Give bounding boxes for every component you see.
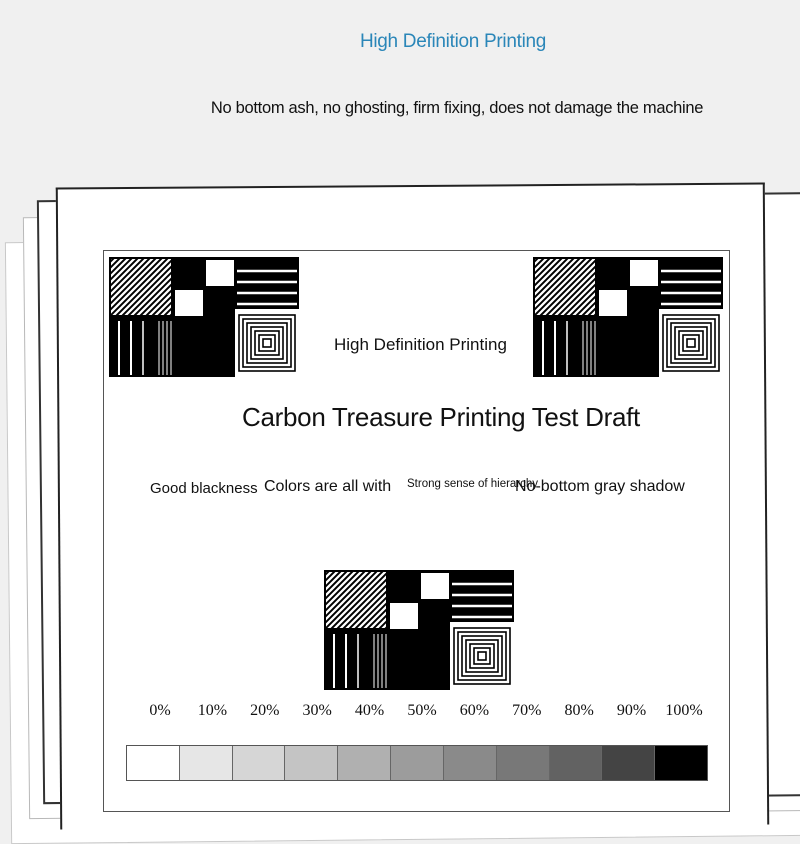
gray-scale-label: 90% bbox=[616, 702, 647, 719]
gray-scale-label: 10% bbox=[197, 702, 228, 719]
gray-scale-cell bbox=[233, 746, 286, 780]
gray-scale-label: 0% bbox=[149, 702, 171, 719]
gray-scale-cell bbox=[602, 746, 655, 780]
gray-scale-cell bbox=[180, 746, 233, 780]
gray-scale-cell bbox=[127, 746, 180, 780]
feature-no-gray-shadow: No-bottom gray shadow bbox=[515, 478, 685, 495]
gray-scale-bar bbox=[126, 745, 708, 781]
test-pattern-top-left bbox=[109, 257, 299, 377]
gray-scale-label: 60% bbox=[459, 702, 490, 719]
gray-scale-label: 80% bbox=[564, 702, 594, 719]
header-subtitle: No bottom ash, no ghosting, firm fixing, does not damage the machine bbox=[210, 99, 704, 117]
gray-scale-label: 50% bbox=[407, 702, 437, 719]
feature-good-blackness: Good blackness bbox=[150, 480, 258, 497]
gray-scale-cell bbox=[391, 746, 444, 780]
gray-scale-cell bbox=[338, 746, 391, 780]
gray-scale-labels bbox=[0, 702, 800, 724]
test-draft-title: Carbon Treasure Printing Test Draft bbox=[242, 402, 640, 432]
header-title: High Definition Printing bbox=[359, 31, 547, 52]
test-pattern-bottom bbox=[324, 570, 514, 690]
feature-hierarchy: Strong sense of hierarchy bbox=[407, 478, 539, 490]
gray-scale-label: 30% bbox=[302, 702, 332, 719]
gray-scale-cell bbox=[497, 746, 550, 780]
gray-scale-label: 40% bbox=[354, 702, 385, 719]
gray-scale-cell bbox=[550, 746, 603, 780]
gray-scale-cell bbox=[285, 746, 338, 780]
hd-printing-label: High Definition Printing bbox=[334, 335, 507, 354]
gray-scale-label: 20% bbox=[250, 702, 280, 719]
gray-scale-label: 100% bbox=[665, 702, 703, 719]
feature-colors: Colors are all with bbox=[264, 478, 392, 495]
gray-scale-cell bbox=[444, 746, 497, 780]
test-pattern-top-right bbox=[533, 257, 723, 377]
gray-scale-cell bbox=[655, 746, 707, 780]
gray-scale-label: 70% bbox=[512, 702, 542, 719]
